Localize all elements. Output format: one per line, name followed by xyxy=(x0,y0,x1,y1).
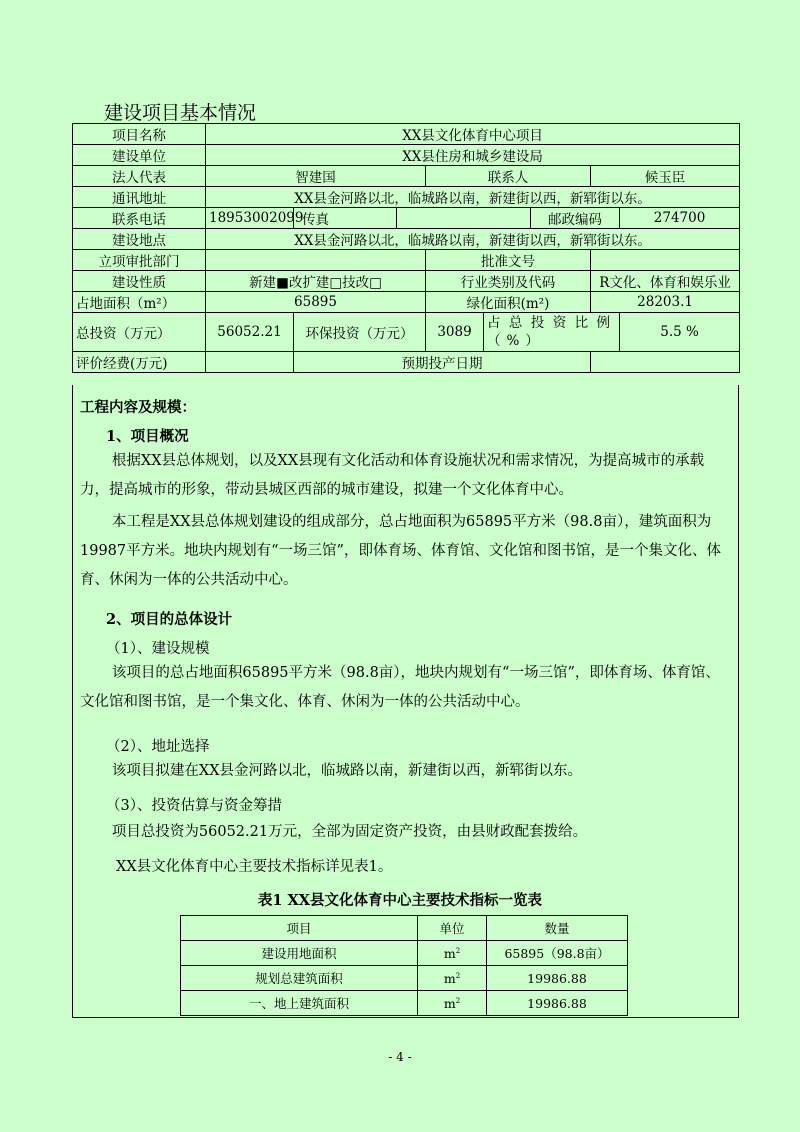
subsection-3: （3）、投资估算与资金筹措 xyxy=(106,798,282,814)
page-title: 建设项目基本情况 xyxy=(104,102,257,124)
eval-cost-label: 评价经费(万元) xyxy=(73,352,206,373)
tech-header-qty: 数量 xyxy=(487,916,628,941)
subsection-2: （2）、地址选择 xyxy=(106,739,210,755)
area-label: 占地面积（m²） xyxy=(73,292,206,313)
tech-cell-unit xyxy=(418,966,487,991)
unit-sup: 2 xyxy=(455,946,461,955)
env-invest-label: 环保投资（万元） xyxy=(294,313,426,352)
postcode-value: 274700 xyxy=(620,208,740,229)
phone-value: 18953002099 xyxy=(206,208,294,229)
tech-table-caption: 表1 XX县文化体育中心主要技术指标一览表 xyxy=(257,892,543,909)
ratio-label: 占总投资比例（%） xyxy=(484,313,620,352)
tech-table xyxy=(180,915,628,1016)
legal-label: 法人代表 xyxy=(73,166,206,187)
green-value: 28203.1 xyxy=(591,292,740,313)
address-value: XX县金河路以北，临城路以南，新建街以西，新郓街以东。 xyxy=(206,187,740,208)
table-row xyxy=(181,966,628,991)
paragraph-6: XX县文化体育中心主要技术指标详见表1。 xyxy=(116,859,393,875)
tech-cell-qty: 19986.88 xyxy=(487,966,628,991)
nature-label: 建设性质 xyxy=(73,271,206,292)
approval-dept-label: 立项审批部门 xyxy=(73,250,206,271)
builder-label: 建设单位 xyxy=(73,145,206,166)
unit-sup: 2 xyxy=(455,971,461,980)
section-1-heading: 1、项目概况 xyxy=(106,428,189,445)
paragraph-4: 该项目拟建在XX县金河路以北，临城路以南，新建街以西，新郓街以东。 xyxy=(111,763,583,779)
site-value: XX县金河路以北，临城路以南，新建街以西，新郓街以东。 xyxy=(206,229,740,250)
green-label: 绿化面积(m²) xyxy=(426,292,591,313)
postcode-label: 邮政编码 xyxy=(531,208,620,229)
address-label: 通讯地址 xyxy=(73,187,206,208)
approval-no-label: 批准文号 xyxy=(426,250,591,271)
project-name-value: XX县文化体育中心项目 xyxy=(206,124,740,145)
tech-header-item: 项目 xyxy=(181,916,418,941)
tech-cell-item: 建设用地面积 xyxy=(181,941,418,966)
tech-cell-qty: 19986.88 xyxy=(487,991,628,1016)
table-row xyxy=(181,991,628,1016)
fax-label: 传真 xyxy=(294,208,397,229)
eval-cost-value xyxy=(206,352,294,373)
section-2-heading: 2、项目的总体设计 xyxy=(106,611,233,628)
tech-cell-unit xyxy=(418,941,487,966)
approval-no-value xyxy=(591,250,740,271)
unit-text: m xyxy=(443,995,456,1011)
env-invest-value: 3089 xyxy=(426,313,484,352)
basic-info-table xyxy=(72,123,740,373)
paragraph-5: 项目总投资为56052.21万元，全部为固定资产投资，由县财政配套拨给。 xyxy=(111,824,588,840)
invest-value: 56052.21 xyxy=(206,313,294,352)
contact-value: 候玉臣 xyxy=(591,166,740,187)
approval-dept-value xyxy=(206,250,426,271)
area-value: 65895 xyxy=(206,292,426,313)
nature-value: 新建■改扩建□技改□ xyxy=(206,271,426,292)
content-heading: 工程内容及规模： xyxy=(80,399,196,416)
page-number: - 4 - xyxy=(388,1050,412,1064)
industry-label: 行业类别及代码 xyxy=(426,271,591,292)
site-label: 建设地点 xyxy=(73,229,206,250)
paragraph-3: 该项目的总占地面积65895平方米（98.8亩），地块内规划有“一场三馆”，即体育场、体育馆、文化馆和图书馆，是一个集文化、体育、休闲为一体的公共活动中心。 xyxy=(80,665,720,710)
table-row xyxy=(181,941,628,966)
tech-cell-unit xyxy=(418,991,487,1016)
tech-cell-item: 规划总建筑面积 xyxy=(181,966,418,991)
prod-date-label: 预期投产日期 xyxy=(294,352,591,373)
paragraph-2: 本工程是XX县总体规划建设的组成部分，总占地面积为65895平方米（98.8亩），建筑面积为19987平方米。地块内规划有“一场三馆”，即体育场、体育馆、文化馆和图书馆，是一个集文化、体育、休闲为一体的公共活动中心。 xyxy=(80,514,721,588)
legal-value: 智建国 xyxy=(206,166,426,187)
unit-text: m xyxy=(443,945,456,961)
unit-sup: 2 xyxy=(455,996,461,1005)
tech-header-unit: 单位 xyxy=(418,916,487,941)
project-name-label: 项目名称 xyxy=(73,124,206,145)
prod-date-value xyxy=(591,352,740,373)
paragraph-1: 根据XX县总体规划，以及XX县现有文化活动和体育设施状况和需求情况，为提高城市的承载力，提高城市的形象，带动县城区西部的城市建设，拟建一个文化体育中心。 xyxy=(80,453,705,498)
ratio-value: 5.5 % xyxy=(620,313,740,352)
invest-label: 总投资（万元） xyxy=(73,313,206,352)
builder-value: XX县住房和城乡建设局 xyxy=(206,145,740,166)
subsection-1: （1）、建设规模 xyxy=(106,641,210,657)
phone-label: 联系电话 xyxy=(73,208,206,229)
unit-text: m xyxy=(443,970,456,986)
industry-value: R文化、体育和娱乐业 xyxy=(591,271,740,292)
tech-cell-qty: 65895（98.8亩） xyxy=(487,941,628,966)
fax-value xyxy=(397,208,531,229)
tech-cell-item: 一、地上建筑面积 xyxy=(181,991,418,1016)
contact-label: 联系人 xyxy=(426,166,591,187)
